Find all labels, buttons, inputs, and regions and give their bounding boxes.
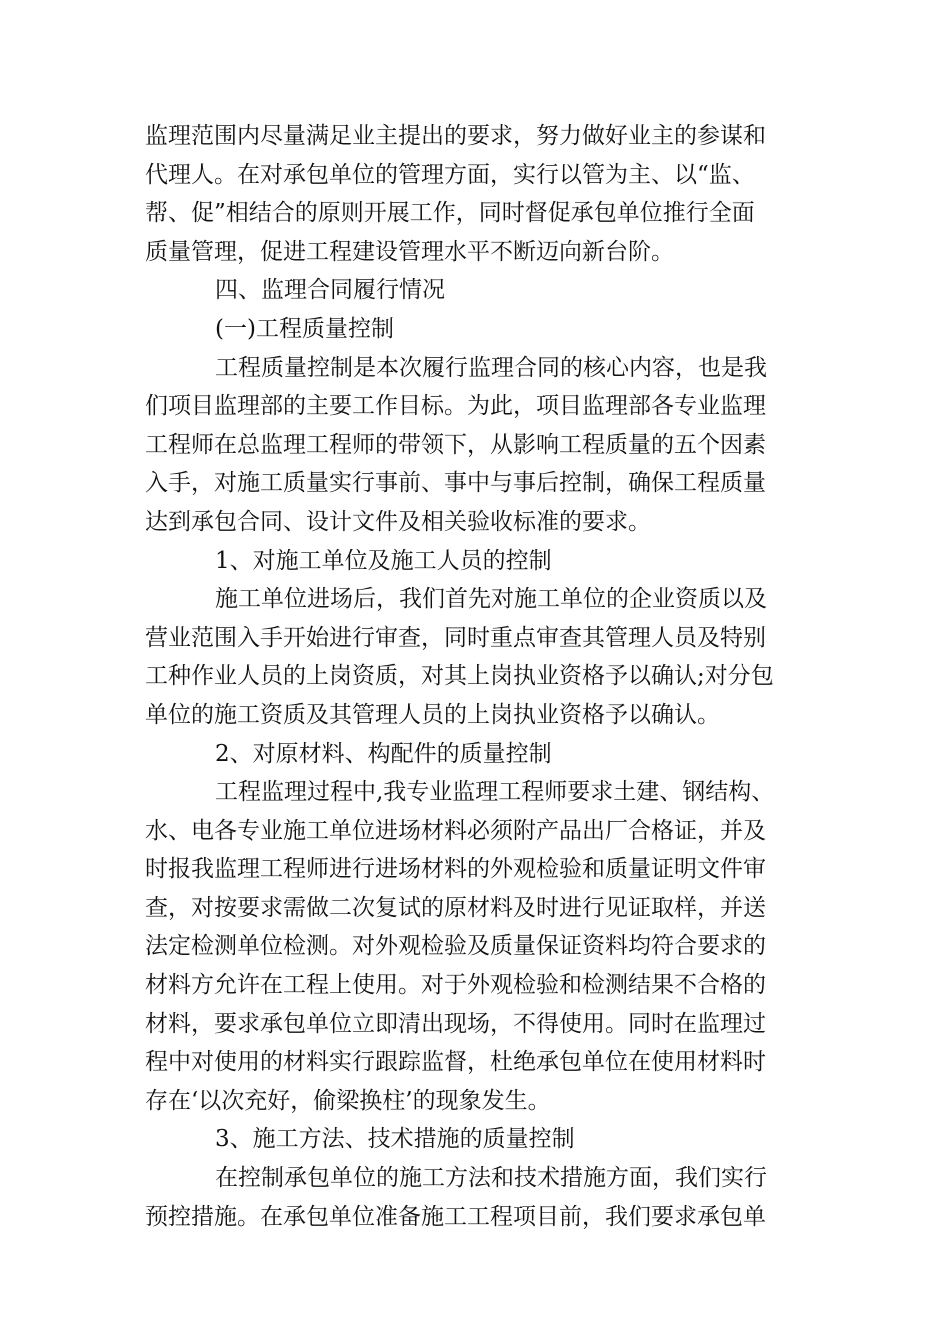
text-line: 帮、促”相结合的原则开展工作，同时督促承包单位推行全面 xyxy=(145,200,755,227)
text-line: 入手，对施工质量实行事前、事中与事后控制，确保工程质量 xyxy=(145,470,766,497)
item-heading: 1、对施工单位及施工人员的控制 xyxy=(215,547,552,574)
subsection-heading: (一)工程质量控制 xyxy=(215,315,394,342)
text-line: 工种作业人员的上岗资质，对其上岗执业资格予以确认;对分包 xyxy=(145,663,774,690)
text-line: 工程师在总监理工程师的带领下，从影响工程质量的五个因素 xyxy=(145,431,766,458)
text-line: 达到承包合同、设计文件及相关验收标准的要求。 xyxy=(145,508,651,535)
text-line: 质量管理，促进工程建设管理水平不断迈向新台阶。 xyxy=(145,238,674,265)
paragraph-start: 施工单位进场后，我们首先对施工单位的企业资质以及 xyxy=(215,586,767,613)
paragraph-start: 工程质量控制是本次履行监理合同的核心内容，也是我 xyxy=(215,354,767,381)
text-line: 法定检测单位检测。对外观检验及质量保证资料均符合要求的 xyxy=(145,933,766,960)
text-line: 单位的施工资质及其管理人员的上岗执业资格予以确认。 xyxy=(145,701,720,728)
text-line: 代理人。在对承包单位的管理方面，实行以管为主、以“监、 xyxy=(145,161,755,188)
text-line: 查，对按要求需做二次复试的原材料及时进行见证取样，并送 xyxy=(145,894,766,921)
text-line: 监理范围内尽量满足业主提出的要求，努力做好业主的参谋和 xyxy=(145,123,766,149)
text-line: 营业范围入手开始进行审查，同时重点审查其管理人员及特别 xyxy=(145,624,766,651)
paragraph-start: 在控制承包单位的施工方法和技术措施方面，我们实行 xyxy=(215,1165,767,1192)
text-line: 水、电各专业施工单位进场材料必须附产品出厂合格证，并及 xyxy=(145,817,766,844)
document-body xyxy=(145,117,805,1236)
text-line: 存在‘以次充好，偷梁换柱’的现象发生。 xyxy=(145,1087,551,1114)
text-line: 程中对使用的材料实行跟踪监督，杜绝承包单位在使用材料时 xyxy=(145,1049,766,1076)
item-heading: 3、施工方法、技术措施的质量控制 xyxy=(215,1126,575,1153)
item-heading: 2、对原材料、构配件的质量控制 xyxy=(215,740,552,767)
text-line: 们项目监理部的主要工作目标。为此，项目监理部各专业监理 xyxy=(145,393,766,420)
text-line: 预控措施。在承包单位准备施工工程项目前，我们要求承包单 xyxy=(145,1203,766,1230)
text-line: 材料方允许在工程上使用。对于外观检验和检测结果不合格的 xyxy=(145,972,766,999)
paragraph-start: 工程监理过程中,我专业监理工程师要求土建、钢结构、 xyxy=(215,779,775,806)
text-line: 材料，要求承包单位立即清出现场，不得使用。同时在监理过 xyxy=(145,1010,766,1037)
text-line: 时报我监理工程师进行进场材料的外观检验和质量证明文件审 xyxy=(145,856,766,883)
section-heading: 四、监理合同履行情况 xyxy=(215,277,445,304)
